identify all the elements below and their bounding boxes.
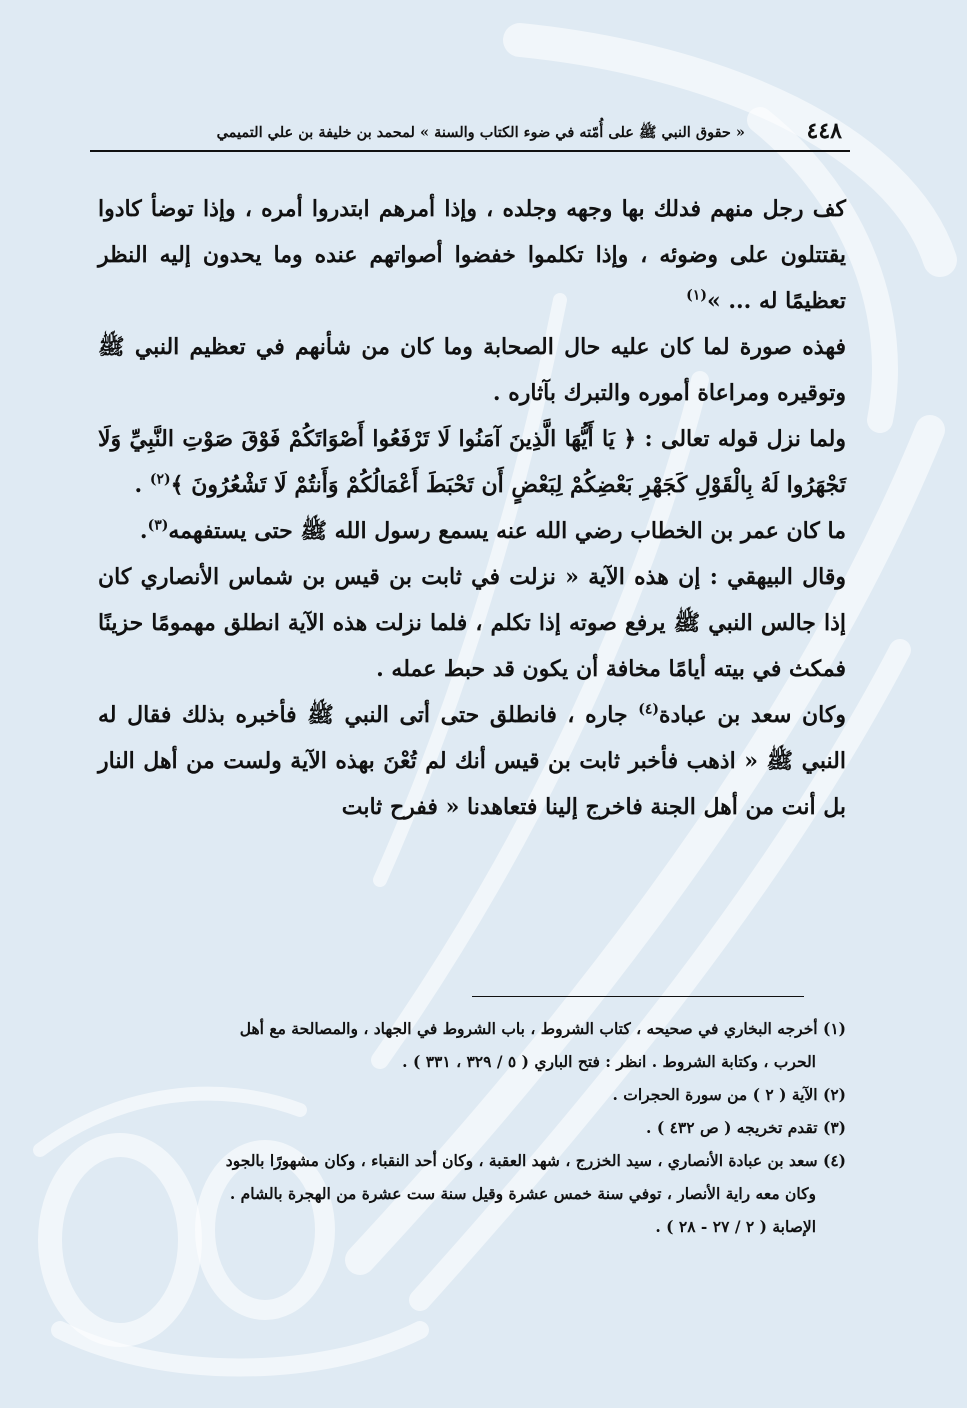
footnote-divider — [472, 996, 804, 997]
footnotes — [100, 1012, 846, 1243]
paragraph-1: كف رجل منهم فدلك بها وجهه وجلده ، وإذا أمرهم ابتدروا أمره ، وإذا توضأ كادوا يقتتلون على وضوئه ، وإذا تكلموا خفضوا أصواتهم عنده وما يحدون إليه النظر تعظيمًا له ... »$^{(١)}$ — [98, 196, 846, 314]
page-number: ٤٤٨ — [806, 118, 842, 144]
footnote-1-continued: الحرب ، وكتابة الشروط . انظر : فتح الباري ( ٥ / ٣٢٩ ، ٣٣١ ) . — [402, 1052, 816, 1071]
footnote-2: (٢) الآية ( ٢ ) من سورة الحجرات . — [612, 1085, 846, 1104]
paragraph-4: ما كان عمر بن الخطاب رضي الله عنه يسمع رسول الله ﷺ حتى يستفهمه$^{(٣)}$. — [139, 517, 846, 544]
paragraph-5: وقال البيهقي : إن هذه الآية « نزلت في ثابت بن قيس بن شماس الأنصاري كان إذا جالس النبي ﷺ يرفع صوته إذا تكلم ، فلما نزلت هذه الآية انطلق مهمومًا حزينًا فمكث في بيته أيامًا مخافة أن يكون قد حبط عمله . — [98, 564, 846, 682]
footnote-4: (٤) سعد بن عبادة الأنصاري ، سيد الخزرج ، شهد العقبة ، وكان أحد النقباء ، وكان مشهورًا بالجود — [225, 1151, 846, 1170]
footnote-4-source: الإصابة ( ٢ / ٢٧ - ٢٨ ) . — [655, 1217, 816, 1236]
footnote-1: (١) أخرجه البخاري في صحيحه ، كتاب الشروط ، باب الشروط في الجهاد ، والمصالحة مع أهل — [239, 1019, 846, 1038]
main-text — [98, 186, 846, 830]
footnote-ref-4: (٤) — [638, 701, 659, 718]
footnote-ref-3: (٣) — [147, 517, 169, 534]
paragraph-2: فهذه صورة لما كان عليه حال الصحابة وما كان من شأنهم في تعظيم النبي ﷺ وتوقيره ومراعاة أموره والتبرك بآثاره . — [98, 334, 846, 406]
header-divider — [90, 150, 850, 152]
running-title: « حقوق النبي ﷺ على أُمّته في ضوء الكتاب والسنة » لمحمد بن خليفة بن علي التميمي — [216, 124, 745, 141]
quran-verse: ﴿ يَا أَيُّهَا الَّذِينَ آمَنُوا لَا تَرْفَعُوا أَصْوَاتَكُمْ فَوْقَ صَوْتِ النَّبِيِّ وَلَا تَجْهَرُوا لَهُ بِالْقَوْلِ كَجَهْرِ بَعْضِكُمْ لِبَعْضٍ أَن تَحْبَطَ أَعْمَالُكُمْ وَأَنتُمْ لَا تَشْعُرُونَ ﴾ — [98, 426, 846, 498]
footnote-ref-1: (١) — [686, 287, 707, 304]
paragraph-3: ولما نزل قوله تعالى : ﴿ يَا أَيُّهَا الَّذِينَ آمَنُوا لَا تَرْفَعُوا أَصْوَاتَكُمْ فَوْقَ صَوْتِ النَّبِيِّ وَلَا تَجْهَرُوا لَهُ بِالْقَوْلِ كَجَهْرِ بَعْضِكُمْ لِبَعْضٍ أَن تَحْبَطَ أَعْمَالُكُمْ وَأَنتُمْ لَا تَشْعُرُونَ ﴾$^{(٢)}$ . — [98, 426, 846, 498]
page-header — [90, 112, 850, 152]
paragraph-6: وكان سعد بن عبادة$^{(٤)}$ جاره ، فانطلق حتى أتى النبي ﷺ فأخبره بذلك فقال له النبي ﷺ « اذهب فأخبر ثابت بن قيس أنك لم تُعْنَ بهذه الآية ولست من أهل النار بل أنت من أهل الجنة فاخرج إلينا فتعاهدنا « ففرح ثابت — [98, 701, 846, 820]
footnote-4-continued: وكان معه راية الأنصار ، توفي سنة خمس عشرة وقيل سنة ست عشرة من الهجرة بالشام . — [229, 1184, 816, 1203]
footnote-ref-2: (٢) — [149, 471, 171, 488]
footnote-3: (٣) تقدم تخريجه ( ص ٤٣٢ ) . — [646, 1118, 846, 1137]
